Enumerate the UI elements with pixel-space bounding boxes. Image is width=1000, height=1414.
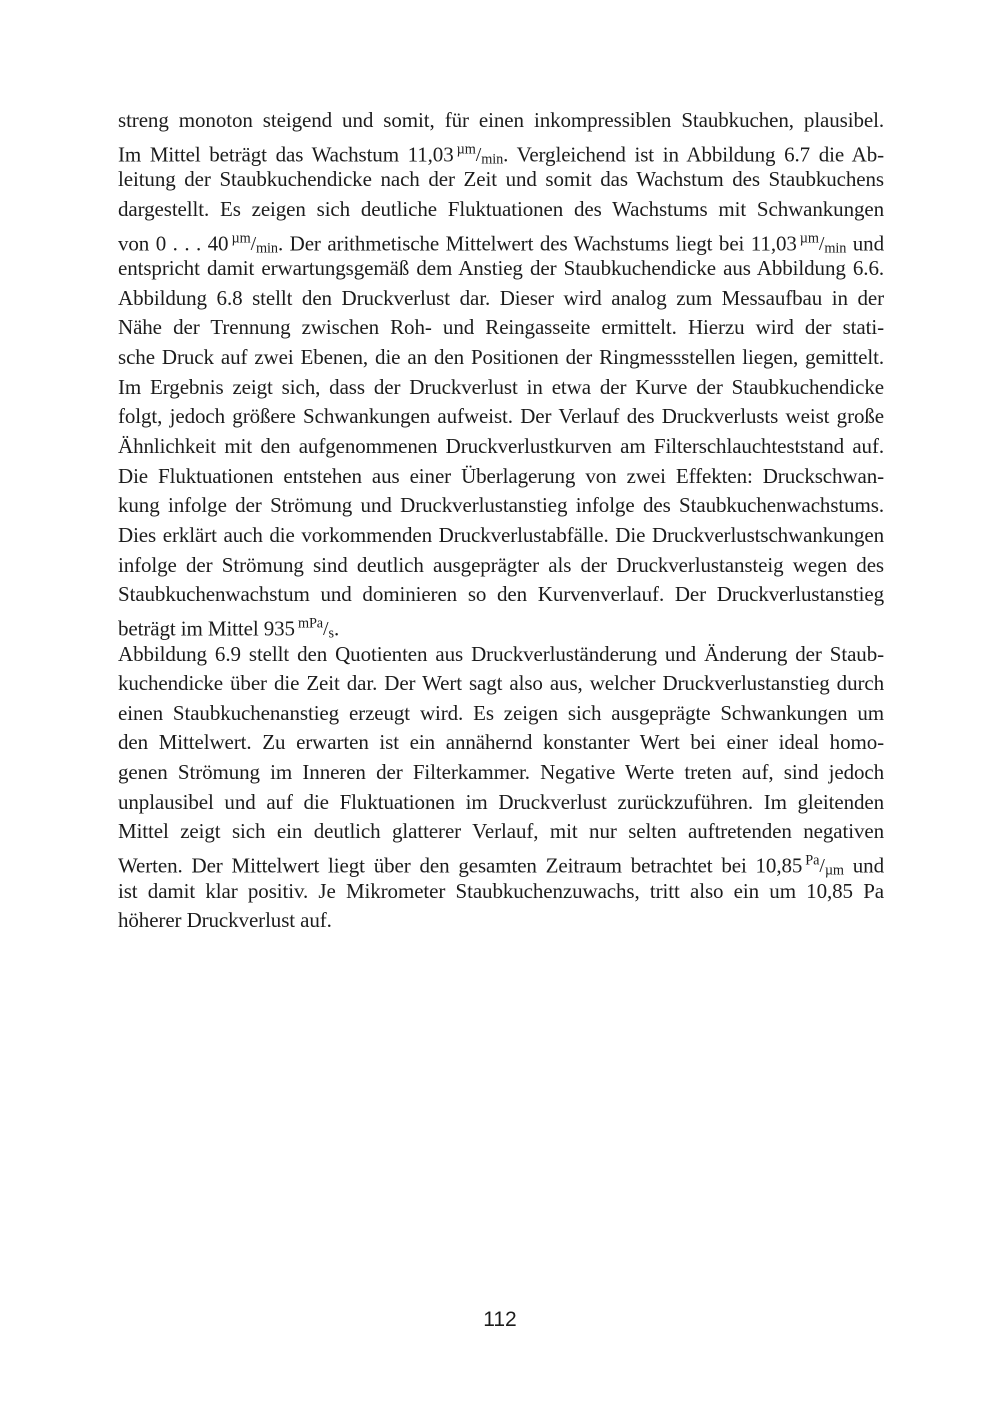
- text-line: Die Fluktuationen entstehen aus einer Überlagerung von zwei Effekten: Druckschwan-: [118, 463, 884, 488]
- text-line: sche Druck auf zwei Ebenen, die an den Positionen der Ringmessstellen liegen, gemittelt.: [118, 345, 884, 370]
- unit-fraction: $^{\mu m}$/min: [231, 230, 278, 257]
- text-block: [118, 106, 884, 936]
- unit-fraction: $^{mPa}$/s: [297, 615, 334, 642]
- text-line: kung infolge der Strömung und Druckverlustanstieg infolge des Staubkuchenwachstums.: [118, 493, 884, 518]
- unit-fraction: $^{\mu m}$/min: [456, 141, 504, 168]
- text-line: Staubkuchenwachstum und dominieren so den Kurvenverlauf. Der Druckverlustanstieg: [118, 582, 884, 607]
- text-line: von 0 . . . 40 $^{\mu m}$/min. Der arithmetische Mittelwert des Wachstums liegt bei 11,03 $^{\mu m}$/min und: [118, 230, 884, 257]
- text-line: den Mittelwert. Zu erwarten ist ein annähernd konstanter Wert bei einer ideal homo-: [118, 730, 884, 755]
- text-line: unplausibel und auf die Fluktuationen im Druckverlust zurückzuführen. Im gleitenden: [118, 789, 884, 814]
- text-line: entspricht damit erwartungsgemäß dem Anstieg der Staubkuchendicke aus Abbildung 6.6.: [118, 256, 884, 281]
- text-line: Mittel zeigt sich ein deutlich glatterer Verlauf, mit nur selten auftretenden negativen: [118, 819, 884, 844]
- text-line: folgt, jedoch größere Schwankungen aufweist. Der Verlauf des Druckverlusts weist große: [118, 404, 884, 429]
- text-line: Im Ergebnis zeigt sich, dass der Druckverlust in etwa der Kurve der Staubkuchendicke: [118, 374, 884, 399]
- text-line: Abbildung 6.9 stellt den Quotienten aus Druckverluständerung und Änderung der Staub-: [118, 641, 884, 666]
- text-line: einen Staubkuchenanstieg erzeugt wird. Es zeigen sich ausgeprägte Schwankungen um: [118, 700, 884, 725]
- text-line: Werten. Der Mittelwert liegt über den gesamten Zeitraum betrachtet bei 10,85 $^{Pa}$/µm und: [118, 853, 884, 879]
- text-line: Dies erklärt auch die vorkommenden Druckverlustabfälle. Die Druckverlustschwankungen: [118, 522, 884, 547]
- text-line: Nähe der Trennung zwischen Roh- und Reingasseite ermittelt. Hierzu wird der stati-: [118, 315, 884, 340]
- text-line: leitung der Staubkuchendicke nach der Zeit und somit das Wachstum des Staubkuchens: [118, 167, 884, 192]
- text-line: ist damit klar positiv. Je Mikrometer Staubkuchenzuwachs, tritt also ein um 10,85 Pa: [118, 878, 884, 903]
- text-line: dargestellt. Es zeigen sich deutliche Fluktuationen des Wachstums mit Schwankungen: [118, 196, 884, 221]
- page-number: 112: [483, 1308, 517, 1331]
- text-line: kuchendicke über die Zeit dar. Der Wert sagt also aus, welcher Druckverlustanstieg durch: [118, 671, 884, 696]
- text-line: infolge der Strömung sind deutlich ausgeprägter als der Druckverlustansteig wegen des: [118, 552, 884, 577]
- text-line: Ähnlichkeit mit den aufgenommenen Druckverlustkurven am Filterschlauchteststand auf.: [118, 434, 884, 459]
- text-line: Im Mittel beträgt das Wachstum 11,03 $^{\mu m}$/min. Vergleichend ist in Abbildung 6.7 die Ab-: [118, 141, 885, 168]
- text-line: genen Strömung im Inneren der Filterkammer. Negative Werte treten auf, sind jedoch: [118, 760, 884, 785]
- unit-fraction: $^{\mu m}$/min: [799, 230, 847, 257]
- text-line: Abbildung 6.8 stellt den Druckverlust dar. Dieser wird analog zum Messaufbau in der: [118, 285, 884, 310]
- unit-fraction: $^{Pa}$/µm: [805, 853, 844, 879]
- text-line: streng monoton steigend und somit, für einen inkompressiblen Staubkuchen, plausibel.: [118, 108, 884, 132]
- text-line: höherer Druckverlust auf.: [118, 908, 332, 933]
- text-line: beträgt im Mittel 935 $^{mPa}$/s.: [118, 615, 340, 642]
